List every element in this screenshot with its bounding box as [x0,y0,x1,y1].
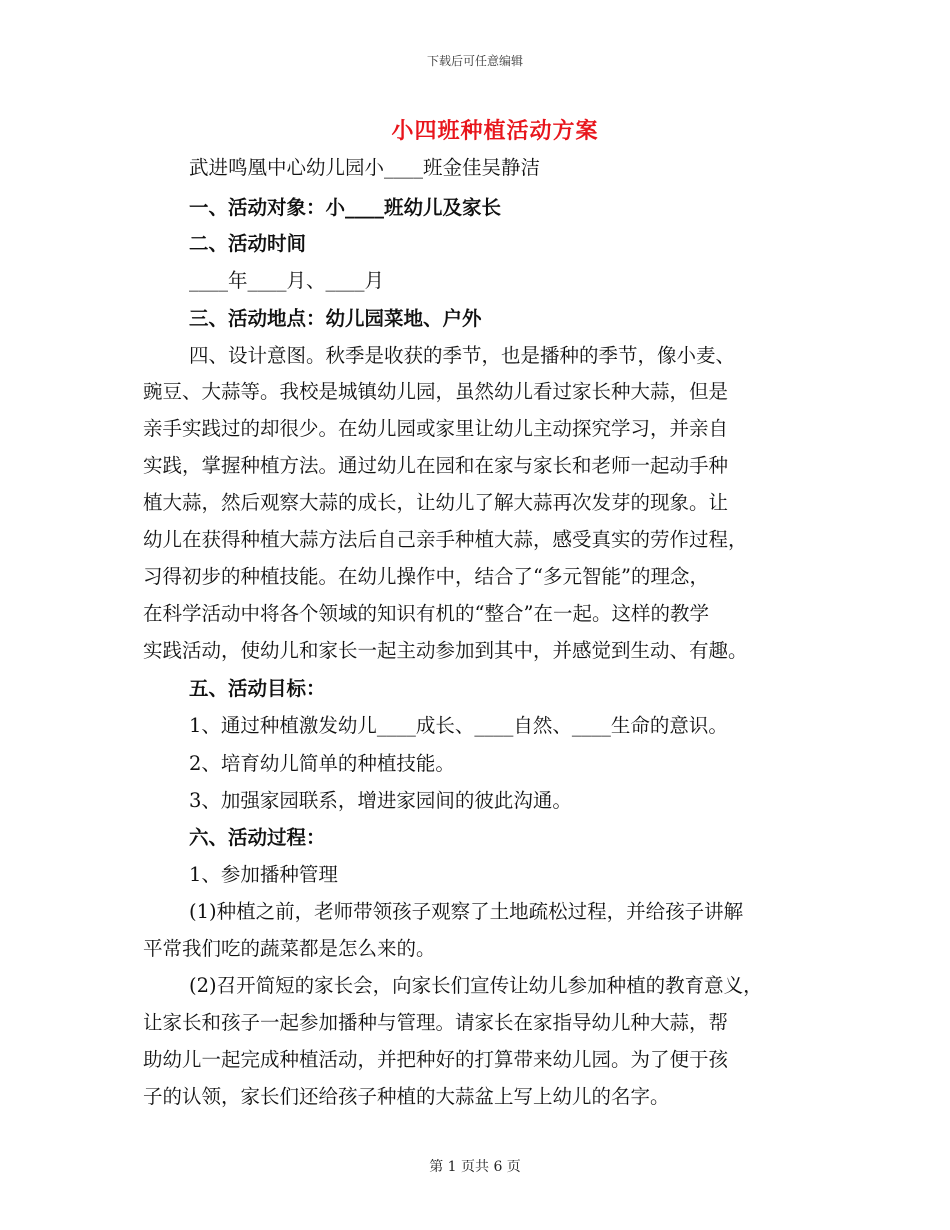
paragraph-line: 实践，掌握种植方法。通过幼儿在园和在家与家长和老师一起动手种 [143,454,729,477]
section-heading-2: 二、活动时间 [189,232,307,255]
goal-item: 3、加强家园联系，增进家园间的彼此沟通。 [189,789,572,812]
paragraph-line: 豌豆、大蒜等。我校是城镇幼儿园，虽然幼儿看过家长种大蒜，但是 [143,380,729,403]
goal-item: 1、通过种植激发幼儿____成长、____自然、____生命的意识。 [189,714,728,737]
paragraph-line: 平常我们吃的蔬菜都是怎么来的。 [143,937,436,960]
paragraph-line: 亲手实践过的却很少。在幼儿园或家里让幼儿主动探究学习，并亲自 [143,417,729,440]
paragraph-line: 习得初步的种植技能。在幼儿操作中，结合了“多元智能”的理念， [143,565,709,588]
section-heading-3: 三、活动地点：幼儿园菜地、户外 [189,307,482,330]
section-heading-5: 五、活动目标： [189,677,326,700]
date-line: ____年____月、____月 [189,269,385,292]
process-subheading: 1、参加播种管理 [189,863,338,886]
paragraph-line: (2)召开简短的家长会，向家长们宣传让幼儿参加种植的教育意义， [189,974,763,997]
page-title: 小四班种植活动方案 [391,118,599,144]
paragraph-line: 子的认领，家长们还给孩子种植的大蒜盆上写上幼儿的名字。 [143,1085,670,1108]
paragraph-line: 实践活动，使幼儿和家长一起主动参加到其中，并感觉到生动、有趣。 [143,639,748,662]
paragraph-line: 助幼儿一起完成种植活动，并把种好的打算带来幼儿园。为了便于孩 [143,1048,729,1071]
paragraph-line: (1)种植之前，老师带领孩子观察了土地疏松过程，并给孩子讲解 [189,900,744,923]
page-footer: 第 1 页共 6 页 [429,1159,521,1175]
paragraph-line: 幼儿在获得种植大蒜方法后自己亲手种植大蒜，感受真实的劳作过程， [143,528,748,551]
author-line: 武进鸣凰中心幼儿园小____班金佳吴静洁 [189,156,541,179]
paragraph-line: 植大蒜，然后观察大蒜的成长，让幼儿了解大蒜再次发芽的现象。让 [143,491,729,514]
paragraph-line: 四、设计意图。秋季是收获的季节，也是播种的季节，像小麦、 [189,344,736,367]
header-note: 下载后可任意编辑 [426,54,523,68]
paragraph-line: 在科学活动中将各个领域的知识有机的“整合”在一起。这样的教学 [143,602,709,625]
section-heading-6: 六、活动过程： [189,826,326,849]
paragraph-line: 让家长和孩子一起参加播种与管理。请家长在家指导幼儿种大蒜，帮 [143,1011,729,1034]
goal-item: 2、培育幼儿简单的种植技能。 [189,752,455,775]
section-heading-1: 一、活动对象：小____班幼儿及家长 [189,196,502,219]
